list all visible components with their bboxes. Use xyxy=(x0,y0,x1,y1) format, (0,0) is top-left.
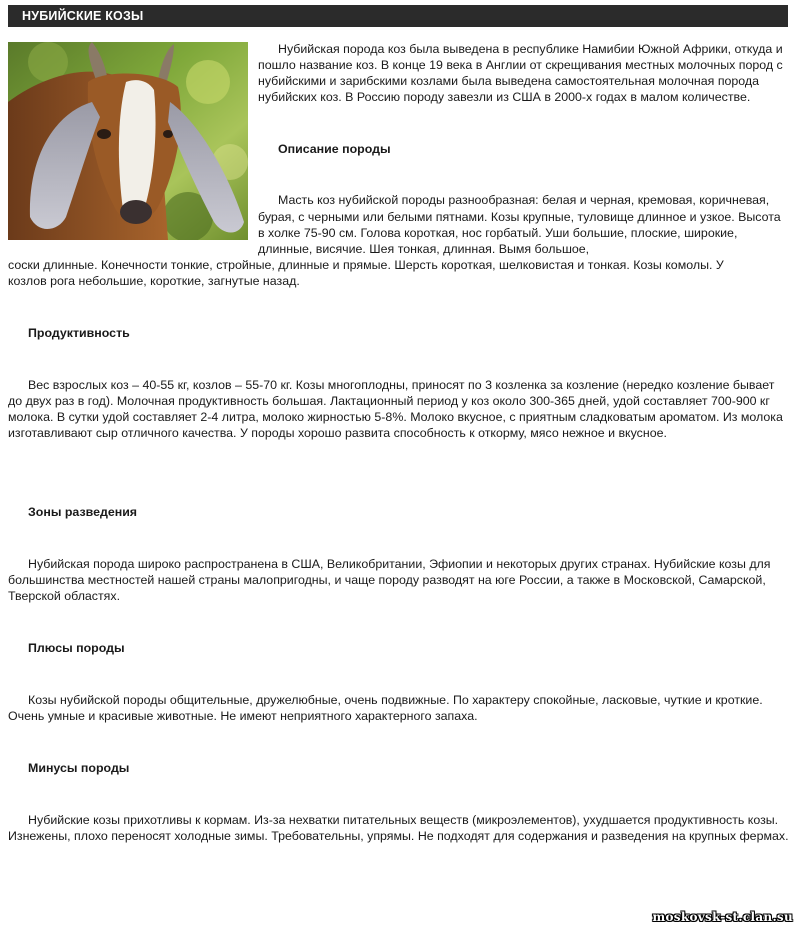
intro-paragraph: Нубийская порода коз была выведена в республике Намибии Южной Африки, откуда и пошло название коз. В конце 19 века в Англии от скрещивания местных молочных пород с нубийскими и зарибскими козлами была выведена самостоятельная молочная порода нубийских коз. В Россию породу завезли из США в 2000-х годах в малом количестве. xyxy=(258,42,783,105)
site-watermark: moskovsk-st.clan.su xyxy=(652,910,793,924)
spacer xyxy=(8,520,789,556)
zones-paragraph: Нубийская порода широко распространена в США, Великобритании, Эфиопии и некоторых других странах. Нубийские козы для большинства местностей нашей страны малопригодны, и чаще породу разводят на юге России, а также в Московской, Самарской, Тверской областях. xyxy=(8,556,771,603)
zones-heading: Зоны разведения xyxy=(28,504,138,519)
spacer xyxy=(8,656,789,692)
description-paragraph-cont: соски длинные. Конечности тонкие, стройные, длинные и прямые. Шерсть короткая, шелковистая и тонкая. Козы комолы. У xyxy=(8,257,724,272)
pros-heading: Плюсы породы xyxy=(28,640,125,655)
spacer xyxy=(8,341,789,377)
productivity-paragraph: Вес взрослых коз – 40-55 кг, козлов – 55-70 кг. Козы многоплодны, приносят по 3 козленка за козление (нередко козление бывает до двух раз в год). Молочная продуктивность большая. Лактационный период у коз около 300-365 дней, удой составляет 700-900 кг молока. В сутки удой составляет 2-4 литра, молоко жирностью 5-8%. Молоко вкусное, с приятным сладковатым ароматом. Из молока изготавливают сыр отличного качества. У породы хорошо развита способность к откорму, мясо нежное и вкусное. xyxy=(8,378,783,441)
spacer xyxy=(8,724,789,760)
spacer xyxy=(258,105,789,141)
spacer xyxy=(8,604,789,640)
spacer xyxy=(8,776,789,812)
page-title-bar xyxy=(8,5,788,27)
intro-block xyxy=(258,41,789,257)
spacer xyxy=(8,289,789,325)
page-title: НУБИЙСКИЕ КОЗЫ xyxy=(22,9,144,23)
description-heading: Описание породы xyxy=(278,142,391,157)
productivity-heading: Продуктивность xyxy=(28,326,130,341)
spacer xyxy=(258,157,789,192)
spacer xyxy=(8,442,789,504)
description-paragraph-wrapped: Масть коз нубийской породы разнообразная: белая и черная, кремовая, коричневая, бурая, с черными или белыми пятнами. Козы крупные, туловище длинное и узкое. Высота в холке 75-90 см. Голова короткая, нос горбатый. Уши большие, плоские, широкие, длинные, висячие. Шея тонкая, длинная. Вымя большое, xyxy=(258,193,781,256)
description-paragraph-end: козлов рога небольшие, короткие, загнутые назад. xyxy=(8,273,300,288)
cons-heading: Минусы породы xyxy=(28,761,130,776)
article-body xyxy=(8,41,789,844)
pros-paragraph: Козы нубийской породы общительные, дружелюбные, очень подвижные. По характеру спокойные, ласковые, чуткие и кроткие. Очень умные и красивые животные. Не имеют неприятного характерного запаха. xyxy=(8,692,763,724)
cons-paragraph: Нубийские козы прихотливы к кормам. Из-за нехватки питательных веществ (микроэлементов), ухудшается продуктивность козы. Изнежены, плохо переносят холодные зимы. Требовательны, упрямы. Не подходят для содержания и разведения на крупных фермах. xyxy=(8,813,789,844)
